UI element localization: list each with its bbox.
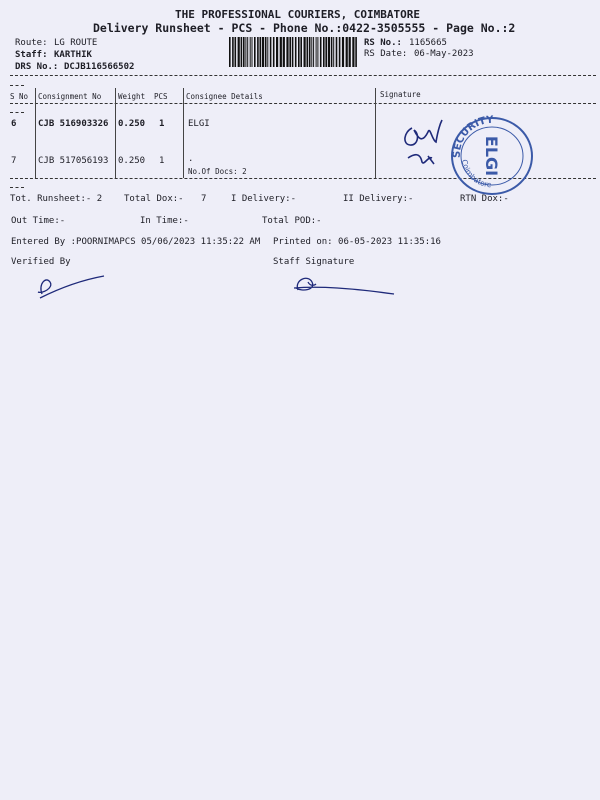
row-pcs: 1: [159, 119, 165, 129]
row-docs-count: No.Of Docs: 2: [188, 167, 247, 176]
staff-initial-mark: [290, 272, 400, 300]
verified-by-label: Verified By: [11, 257, 71, 267]
barcode-bar: [276, 37, 278, 67]
barcode-bar: [300, 37, 302, 67]
barcode-bar: [229, 37, 231, 67]
i-delivery: I Delivery:-: [231, 194, 297, 204]
staff-value: KARTHIK: [54, 50, 92, 60]
barcode-bar: [250, 37, 251, 67]
column-header-consignee: Consignee Details: [186, 92, 263, 101]
barcode-bar: [352, 37, 354, 67]
barcode-bar: [270, 37, 272, 67]
barcode-bar: [309, 37, 311, 67]
divider: [10, 85, 24, 86]
barcode-bar: [336, 37, 338, 67]
barcode-bar: [257, 37, 259, 67]
row-consignee: .: [188, 154, 194, 164]
barcode-bar: [355, 37, 357, 67]
verifier-initial-mark: [30, 272, 110, 302]
divider: [10, 75, 596, 76]
rs-no-label: RS No.:: [364, 38, 402, 48]
barcode-bar: [349, 37, 351, 67]
row-consignment: CJB 516903326: [38, 119, 109, 129]
barcode-bar: [292, 37, 294, 67]
barcode-bar: [238, 37, 240, 67]
divider: [10, 187, 24, 188]
barcode-bar: [342, 37, 344, 67]
barcode-bar: [313, 37, 314, 67]
barcode-bar: [265, 37, 267, 67]
total-dox-label: Total Dox:-: [124, 194, 184, 204]
row-sno: 6: [11, 119, 17, 129]
barcode-bar: [286, 37, 288, 67]
row-sno: 7: [11, 156, 17, 166]
rtn-dox: RTN Dox:-: [460, 194, 509, 204]
divider: [10, 103, 596, 104]
barcode-bar: [280, 37, 282, 67]
barcode-bar: [317, 37, 318, 67]
drs-label: DRS No.:: [15, 62, 59, 72]
printed-on: Printed on: 06-05-2023 11:35:16: [273, 237, 441, 247]
security-stamp: [446, 112, 538, 198]
barcode-bar: [311, 37, 312, 67]
barcode-bar: [243, 37, 245, 67]
route-value: LG ROUTE: [54, 38, 98, 48]
column-header-signature: Signature: [380, 90, 421, 99]
company-name: THE PROFESSIONAL COURIERS, COIMBATORE: [175, 8, 421, 21]
stamp-center-text: ELGI: [482, 135, 501, 177]
barcode-bar: [260, 37, 262, 67]
column-rule: [35, 88, 36, 178]
column-header-consignment: Consignment No: [38, 92, 102, 101]
divider: [10, 112, 24, 113]
row-weight: 0.250: [118, 156, 146, 166]
route-label: Route:: [15, 38, 48, 48]
drs-value: DCJB116566502: [64, 62, 135, 72]
out-time: Out Time:-: [11, 216, 66, 226]
runsheet-title: Delivery Runsheet - PCS - Phone No.:0422-3505555 - Page No.:2: [93, 21, 516, 35]
barcode-bar: [232, 37, 234, 67]
barcode-bar: [283, 37, 285, 67]
staff-label: Staff:: [15, 50, 48, 60]
column-rule: [375, 88, 376, 178]
barcode-bar: [339, 37, 341, 67]
barcode-bar: [323, 37, 325, 67]
rs-date-label: RS Date:: [364, 49, 408, 59]
column-rule: [115, 88, 116, 178]
total-runsheet: Tot. Runsheet:- 2: [10, 194, 103, 204]
rs-no-value: 1165665: [409, 38, 447, 48]
in-time: In Time:-: [140, 216, 189, 226]
barcode-bar: [316, 37, 317, 67]
barcode-bar: [346, 37, 348, 67]
column-rule: [183, 88, 184, 178]
row-pcs: 1: [159, 156, 165, 166]
row-consignee: ELGI: [188, 119, 210, 129]
staff-signature-label: Staff Signature: [273, 257, 355, 267]
barcode-bar: [289, 37, 291, 67]
barcode-bar: [247, 37, 248, 67]
barcode-bar: [262, 37, 264, 67]
barcode-bar: [298, 37, 300, 67]
barcode-bar: [273, 37, 275, 67]
barcode-bar: [245, 37, 246, 67]
signature-scribble: [398, 118, 450, 176]
barcode-bar: [252, 37, 253, 67]
barcode-bar: [328, 37, 330, 67]
barcode-bar: [304, 37, 306, 67]
barcode-bar: [325, 37, 327, 67]
row-weight: 0.250: [118, 119, 146, 129]
barcode-bar: [235, 37, 237, 67]
total-pod: Total POD:-: [262, 216, 322, 226]
barcode-bar: [307, 37, 309, 67]
rs-date-value: 06-May-2023: [414, 49, 474, 59]
column-header-pcs: PCS: [154, 92, 168, 101]
row-consignment: CJB 517056193: [38, 156, 109, 166]
ii-delivery: II Delivery:-: [343, 194, 414, 204]
barcode-bar: [295, 37, 297, 67]
barcode-bar: [241, 37, 243, 67]
barcode-bar: [331, 37, 333, 67]
stamp-top-text: SECURITY: [451, 114, 494, 159]
stamp-bottom-text: Coimbatore: [459, 158, 492, 190]
barcode-bar: [254, 37, 256, 67]
total-dox-value: 7: [201, 194, 207, 204]
barcode-bar: [267, 37, 268, 67]
entered-by: Entered By :POORNIMAPCS 05/06/2023 11:35:22 AM: [11, 237, 261, 247]
barcode-image: [229, 37, 358, 67]
column-header-sno: S No: [10, 92, 29, 101]
barcode-bar: [320, 37, 322, 67]
column-header-weight: Weight: [118, 92, 146, 101]
barcode-bar: [333, 37, 334, 67]
